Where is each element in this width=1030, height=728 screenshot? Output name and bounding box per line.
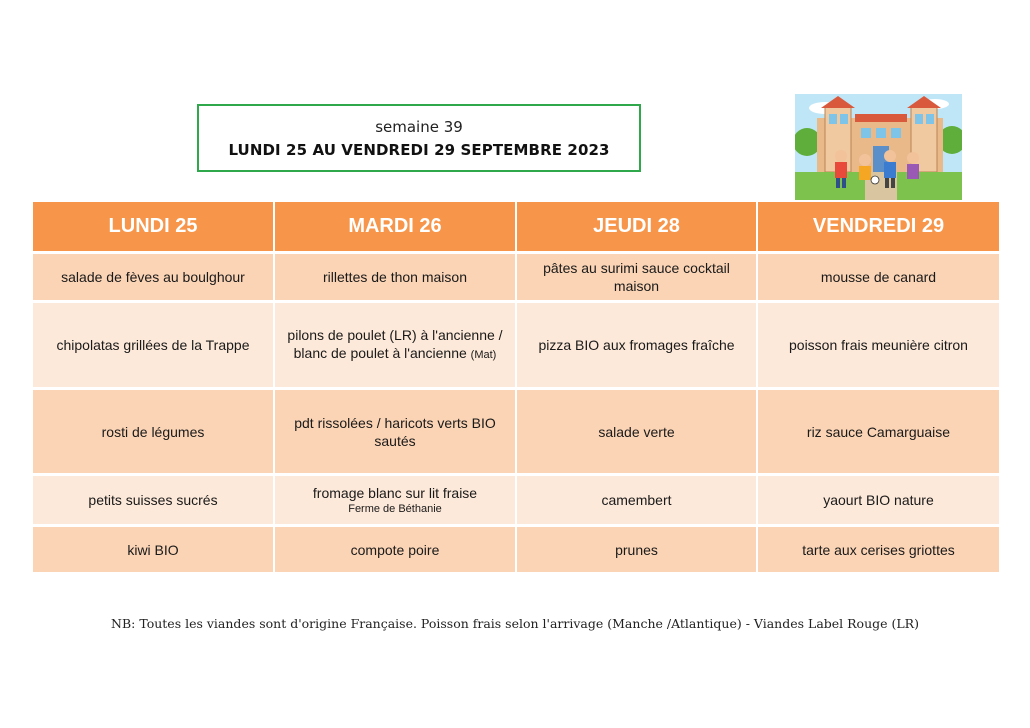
menu-cell: mousse de canard bbox=[757, 253, 999, 302]
menu-cell bbox=[274, 475, 516, 526]
menu-cell: pizza BIO aux fromages fraîche bbox=[516, 302, 757, 389]
footer-note: NB: Toutes les viandes sont d'origine Française. Poisson frais selon l'arrivage (Manche /Atlantique) - Viandes Label Rouge (LR) bbox=[111, 616, 919, 631]
menu-cell: pâtes au surimi sauce cocktail maison bbox=[516, 253, 757, 302]
menu-cell: poisson frais meunière citron bbox=[757, 302, 999, 389]
weekly-menu-table bbox=[33, 202, 999, 575]
menu-row-side bbox=[33, 389, 999, 475]
menu-cell: yaourt BIO nature bbox=[757, 475, 999, 526]
menu-cell-text: fromage blanc sur lit fraise bbox=[312, 485, 478, 501]
menu-cell: tarte aux cerises griottes bbox=[757, 526, 999, 574]
menu-cell: salade verte bbox=[516, 389, 757, 475]
menu-cell: rosti de légumes bbox=[33, 389, 274, 475]
menu-cell-note: Ferme de Béthanie bbox=[348, 503, 442, 515]
week-number: semaine 39 bbox=[375, 117, 463, 136]
menu-cell: salade de fèves au boulghour bbox=[33, 253, 274, 302]
menu-cell: prunes bbox=[516, 526, 757, 574]
menu-cell: pdt rissolées / haricots verts BIO sautés bbox=[274, 389, 516, 475]
menu-cell: chipolatas grillées de la Trappe bbox=[33, 302, 274, 389]
menu-row-dairy bbox=[33, 475, 999, 526]
menu-row-dessert bbox=[33, 526, 999, 574]
menu-row-starter bbox=[33, 253, 999, 302]
menu-cell: camembert bbox=[516, 475, 757, 526]
menu-cell bbox=[274, 302, 516, 389]
menu-row-main bbox=[33, 302, 999, 389]
menu-cell-note: (Mat) bbox=[470, 349, 497, 361]
day-header-lundi: LUNDI 25 bbox=[33, 202, 274, 253]
school-illustration bbox=[795, 94, 962, 200]
day-header-mardi: MARDI 26 bbox=[274, 202, 516, 253]
menu-cell: kiwi BIO bbox=[33, 526, 274, 574]
menu-cell: rillettes de thon maison bbox=[274, 253, 516, 302]
menu-header-row bbox=[33, 202, 999, 253]
day-header-jeudi: JEUDI 28 bbox=[516, 202, 757, 253]
week-title-box bbox=[197, 104, 641, 172]
menu-cell-text: pilons de poulet (LR) à l'ancienne / blanc de poulet à l'ancienne bbox=[287, 327, 503, 361]
menu-cell: riz sauce Camarguaise bbox=[757, 389, 999, 475]
week-dates: LUNDI 25 AU VENDREDI 29 SEPTEMBRE 2023 bbox=[228, 140, 610, 159]
menu-cell: petits suisses sucrés bbox=[33, 475, 274, 526]
menu-cell: compote poire bbox=[274, 526, 516, 574]
day-header-vendredi: VENDREDI 29 bbox=[757, 202, 999, 253]
